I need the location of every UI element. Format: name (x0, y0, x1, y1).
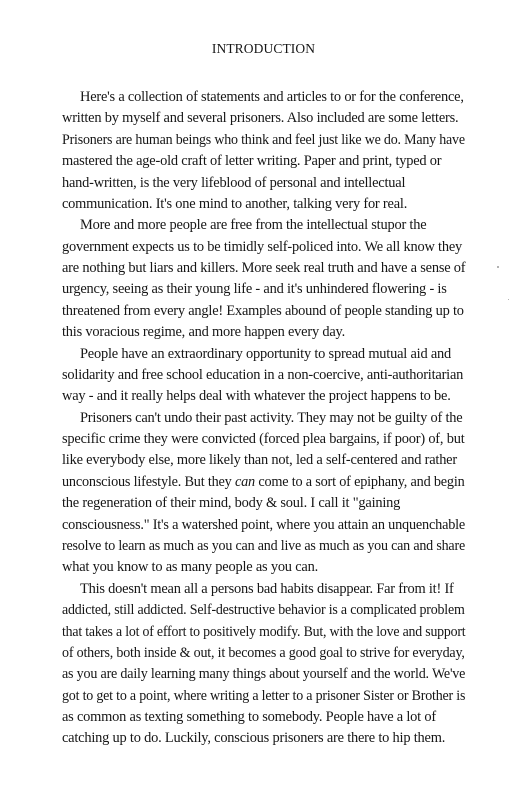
text-line: People have an extraordinary opportunity to spread mutual aid and (80, 345, 452, 362)
text-line: consciousness." It's a watershed point, where you attain an unquenchable (62, 516, 466, 533)
text-line: written by myself and several prisoners. Also included are some letters. (62, 110, 459, 127)
scan-speck (508, 299, 509, 300)
text-line: way - and it really helps deal with whatever the project happens to be. (62, 388, 451, 405)
text-line: the regeneration of their mind, body & soul. I call it "gaining (62, 495, 401, 512)
text-line: got to get to a point, where writing a letter to a prisoner Sister or Brother is (62, 687, 466, 704)
text-line: as you are daily learning many things about yourself and the world. We've (62, 666, 466, 683)
text-line: that takes a lot of effort to positively modify. But, with the love and support (62, 623, 466, 640)
page-heading: INTRODUCTION (211, 41, 316, 56)
text-line: of others, both inside & out, it becomes a good goal to strive for everyday, (62, 644, 465, 661)
text-line: addicted, still addicted. Self-destructive behavior is a complicated problem (62, 602, 465, 619)
text-line: as common as texting something to somebody. People have a lot of (62, 709, 436, 726)
text-line: Here's a collection of statements and articles to or for the conference, (80, 89, 464, 105)
text-line: specific crime they were convicted (forced plea bargains, if poor) of, but (62, 431, 465, 448)
text-line: are nothing but liars and killers. More seek real truth and have a sense of (62, 260, 466, 277)
text-line: this voracious regime, and more happen every day. (62, 324, 345, 341)
text-line: government expects us to be timidly self-policed into. We all know they (62, 238, 463, 255)
scan-speck (497, 266, 499, 268)
text-line: hand-written, is the very lifeblood of personal and intellectual (62, 174, 406, 191)
text-line: communication. It's one mind to another, talking very for real. (62, 195, 408, 212)
text-line: Prisoners are human beings who think and feel just like we do. Many have (62, 131, 465, 148)
text-line: This doesn't mean all a persons bad habits disappear. Far from it! If (80, 580, 454, 597)
text-line: like everybody else, more likely than not, led a self-centered and rather (62, 452, 457, 469)
text-line: what you know to as many people as you can. (62, 559, 318, 576)
text-line: More and more people are free from the intellectual stupor the (80, 217, 427, 234)
text-line: catching up to do. Luckily, conscious prisoners are there to hip them. (62, 730, 446, 747)
text-line: solidarity and free school education in a non-coercive, anti-authoritarian (62, 366, 464, 383)
text-line: resolve to learn as much as you can and live as much as you can and share (62, 537, 465, 554)
text-line: mastered the age-old craft of letter writing. Paper and print, typed or (62, 153, 442, 170)
text-line: unconscious lifestyle. But they can come to a sort of epiphany, and begin (62, 473, 465, 490)
text-line: threatened from every angle! Examples abound of people standing up to (62, 302, 464, 319)
emphasis-word: can (234, 473, 255, 490)
text-line: urgency, seeing as their young life - and it's unhindered flowering - is (62, 281, 447, 298)
text-line: Prisoners can't undo their past activity. They may not be guilty of the (80, 409, 463, 426)
